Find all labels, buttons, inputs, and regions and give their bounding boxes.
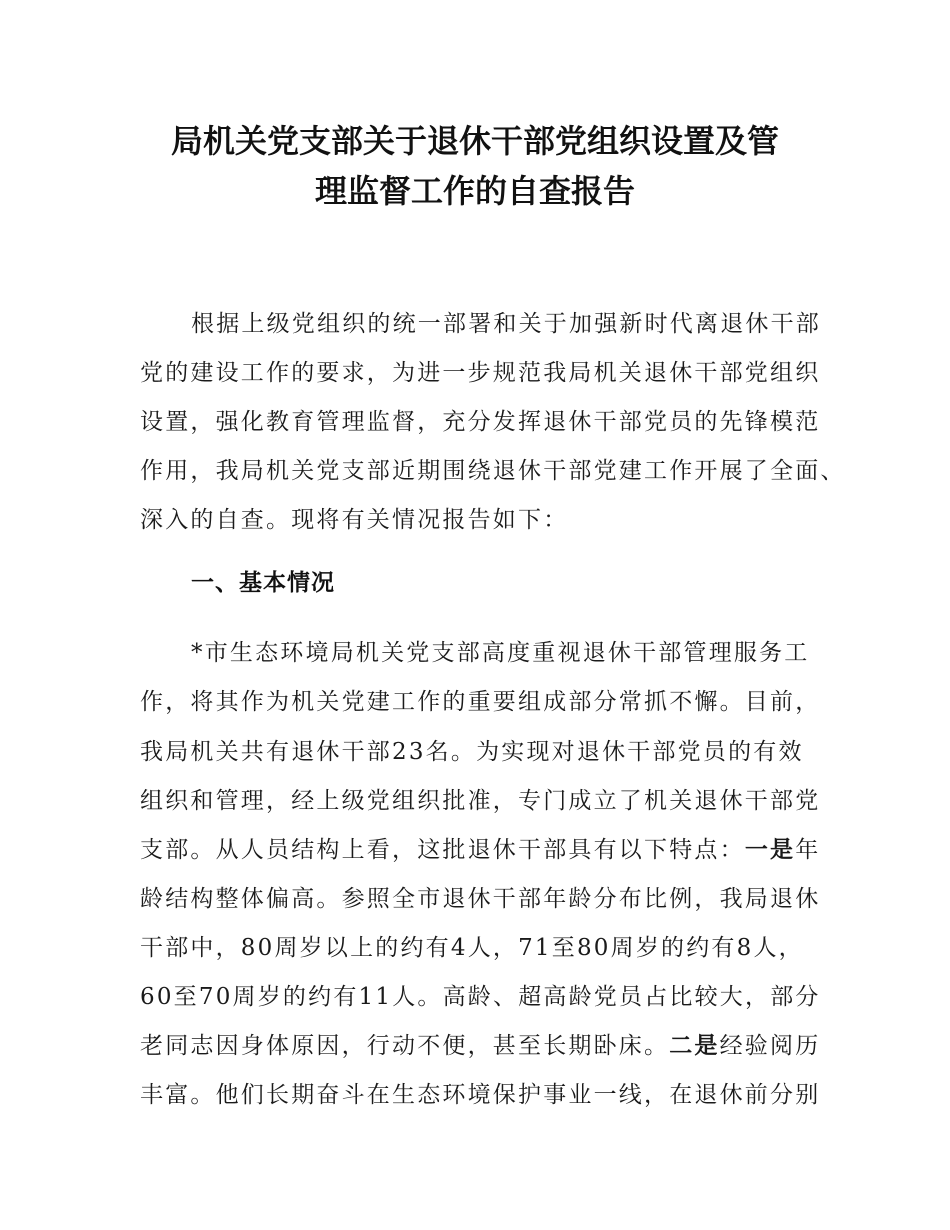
- point-two-label: 二是: [669, 1033, 720, 1059]
- body-paragraph-line: 我局机关共有退休干部23名。为实现对退休干部党员的有效: [140, 739, 804, 765]
- body-paragraph-line: [140, 1031, 820, 1061]
- body-paragraph-line: 作，将其作为机关党建工作的重要组成部分常抓不懈。目前，: [140, 689, 821, 715]
- body-paragraph-line: [140, 835, 820, 865]
- section-heading-basic-situation: 一、基本情况: [191, 570, 335, 596]
- point-one-label: 一是: [744, 837, 796, 863]
- document-title-line-1: 局机关党支部关于退休干部党组织设置及管: [170, 122, 779, 160]
- body-paragraph-line: 龄结构整体偏高。参照全市退休干部年龄分布比例，我局退休: [140, 886, 821, 912]
- body-text: 年: [795, 837, 821, 863]
- intro-paragraph-line: 作用，我局机关党支部近期围绕退休干部党建工作开展了全面、: [140, 458, 846, 484]
- document-title-line-2: 理监督工作的自查报告: [314, 172, 635, 210]
- intro-paragraph-line: 设置，强化教育管理监督，充分发挥退休干部党员的先锋模范: [140, 409, 821, 435]
- body-text: 老同志因身体原因，行动不便，甚至长期卧床。: [140, 1033, 670, 1059]
- body-text: 经验阅历: [719, 1033, 821, 1059]
- body-paragraph-line: 干部中，80周岁以上的约有4人，71至80周岁的约有8人，: [140, 935, 804, 961]
- intro-paragraph-line: 根据上级党组织的统一部署和关于加强新时代离退休干部: [191, 311, 821, 337]
- intro-paragraph-line: 党的建设工作的要求，为进一步规范我局机关退休干部党组织: [140, 360, 821, 386]
- body-paragraph-line: *市生态环境局机关党支部高度重视退休干部管理服务工: [191, 640, 810, 666]
- body-paragraph-line: 丰富。他们长期奋斗在生态环境保护事业一线，在退休前分别: [140, 1082, 821, 1108]
- body-paragraph-line: 60至70周岁的约有11人。高龄、超高龄党员占比较大，部分: [140, 984, 821, 1010]
- body-text: 支部。从人员结构上看，这批退休干部具有以下特点：: [140, 837, 745, 863]
- body-paragraph-line: 组织和管理，经上级党组织批准，专门成立了机关退休干部党: [140, 788, 821, 814]
- intro-paragraph-line: 深入的自查。现将有关情况报告如下：: [140, 507, 569, 533]
